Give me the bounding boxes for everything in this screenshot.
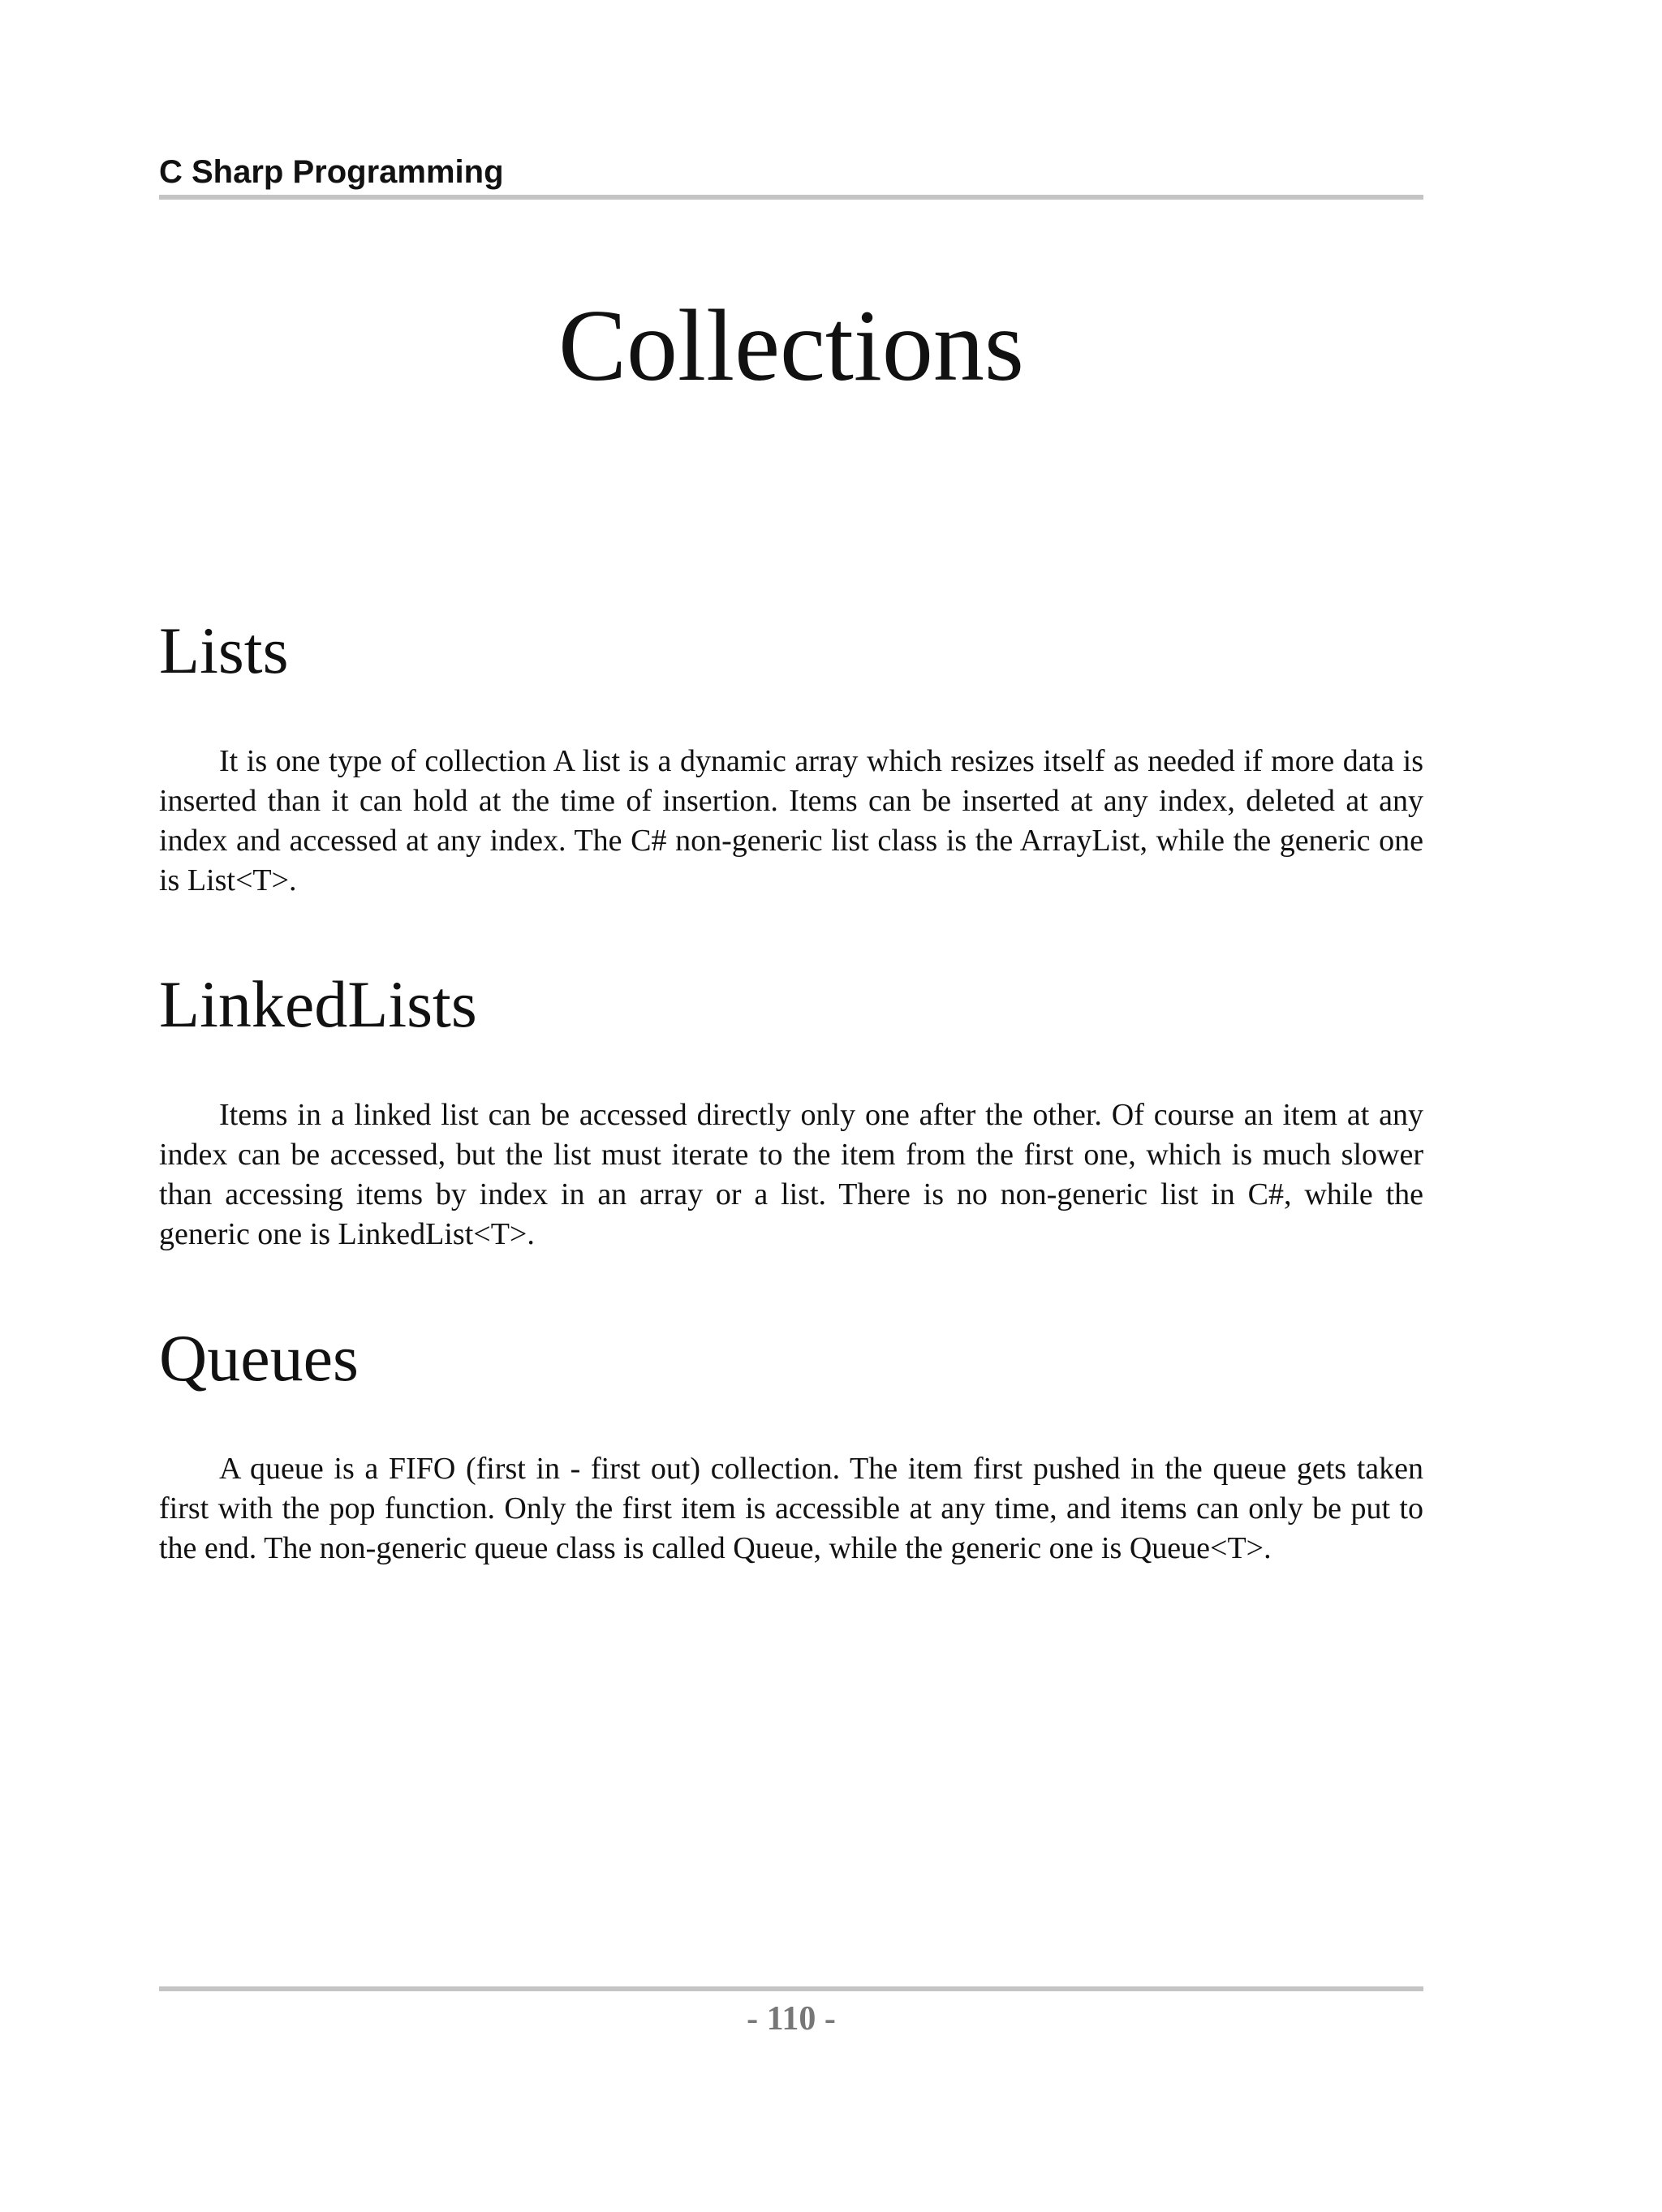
section-body-linkedlists: Items in a linked list can be accessed directly only one after the other. Of course an item at any index can be accessed, but the list must iterate to the item from the first one, which is much slower than accessing items by index in an array or a list. There is no non-generic list in C#, while the generic one is LinkedList<T>. [159,1098,1423,1251]
section-body-lists: It is one type of collection A list is a dynamic array which resizes itself as needed if more data is inserted than it can hold at the time of insertion. Items can be inserted at any index, deleted at any index and accessed at any index. The C# non-generic list class is the ArrayList, while the generic one is List<T>. [159,744,1423,897]
section-heading-queues: Queues [159,1321,359,1395]
section-heading-linkedlists: LinkedLists [159,967,477,1041]
chapter-title: Collections [558,290,1024,402]
running-header: C Sharp Programming [159,154,504,190]
section-body-queues: A queue is a FIFO (first in - first out) collection. The item first pushed in the queue gets taken first with the pop function. Only the first item is accessible at any time, and items can only be put to the end. The non-generic queue class is called Queue, while the generic one is Queue<T>. [159,1452,1423,1565]
header-rule [159,195,1423,200]
page-number: - 110 - [747,2000,836,2038]
section-heading-lists: Lists [159,613,289,687]
footer-rule [159,1986,1423,1991]
